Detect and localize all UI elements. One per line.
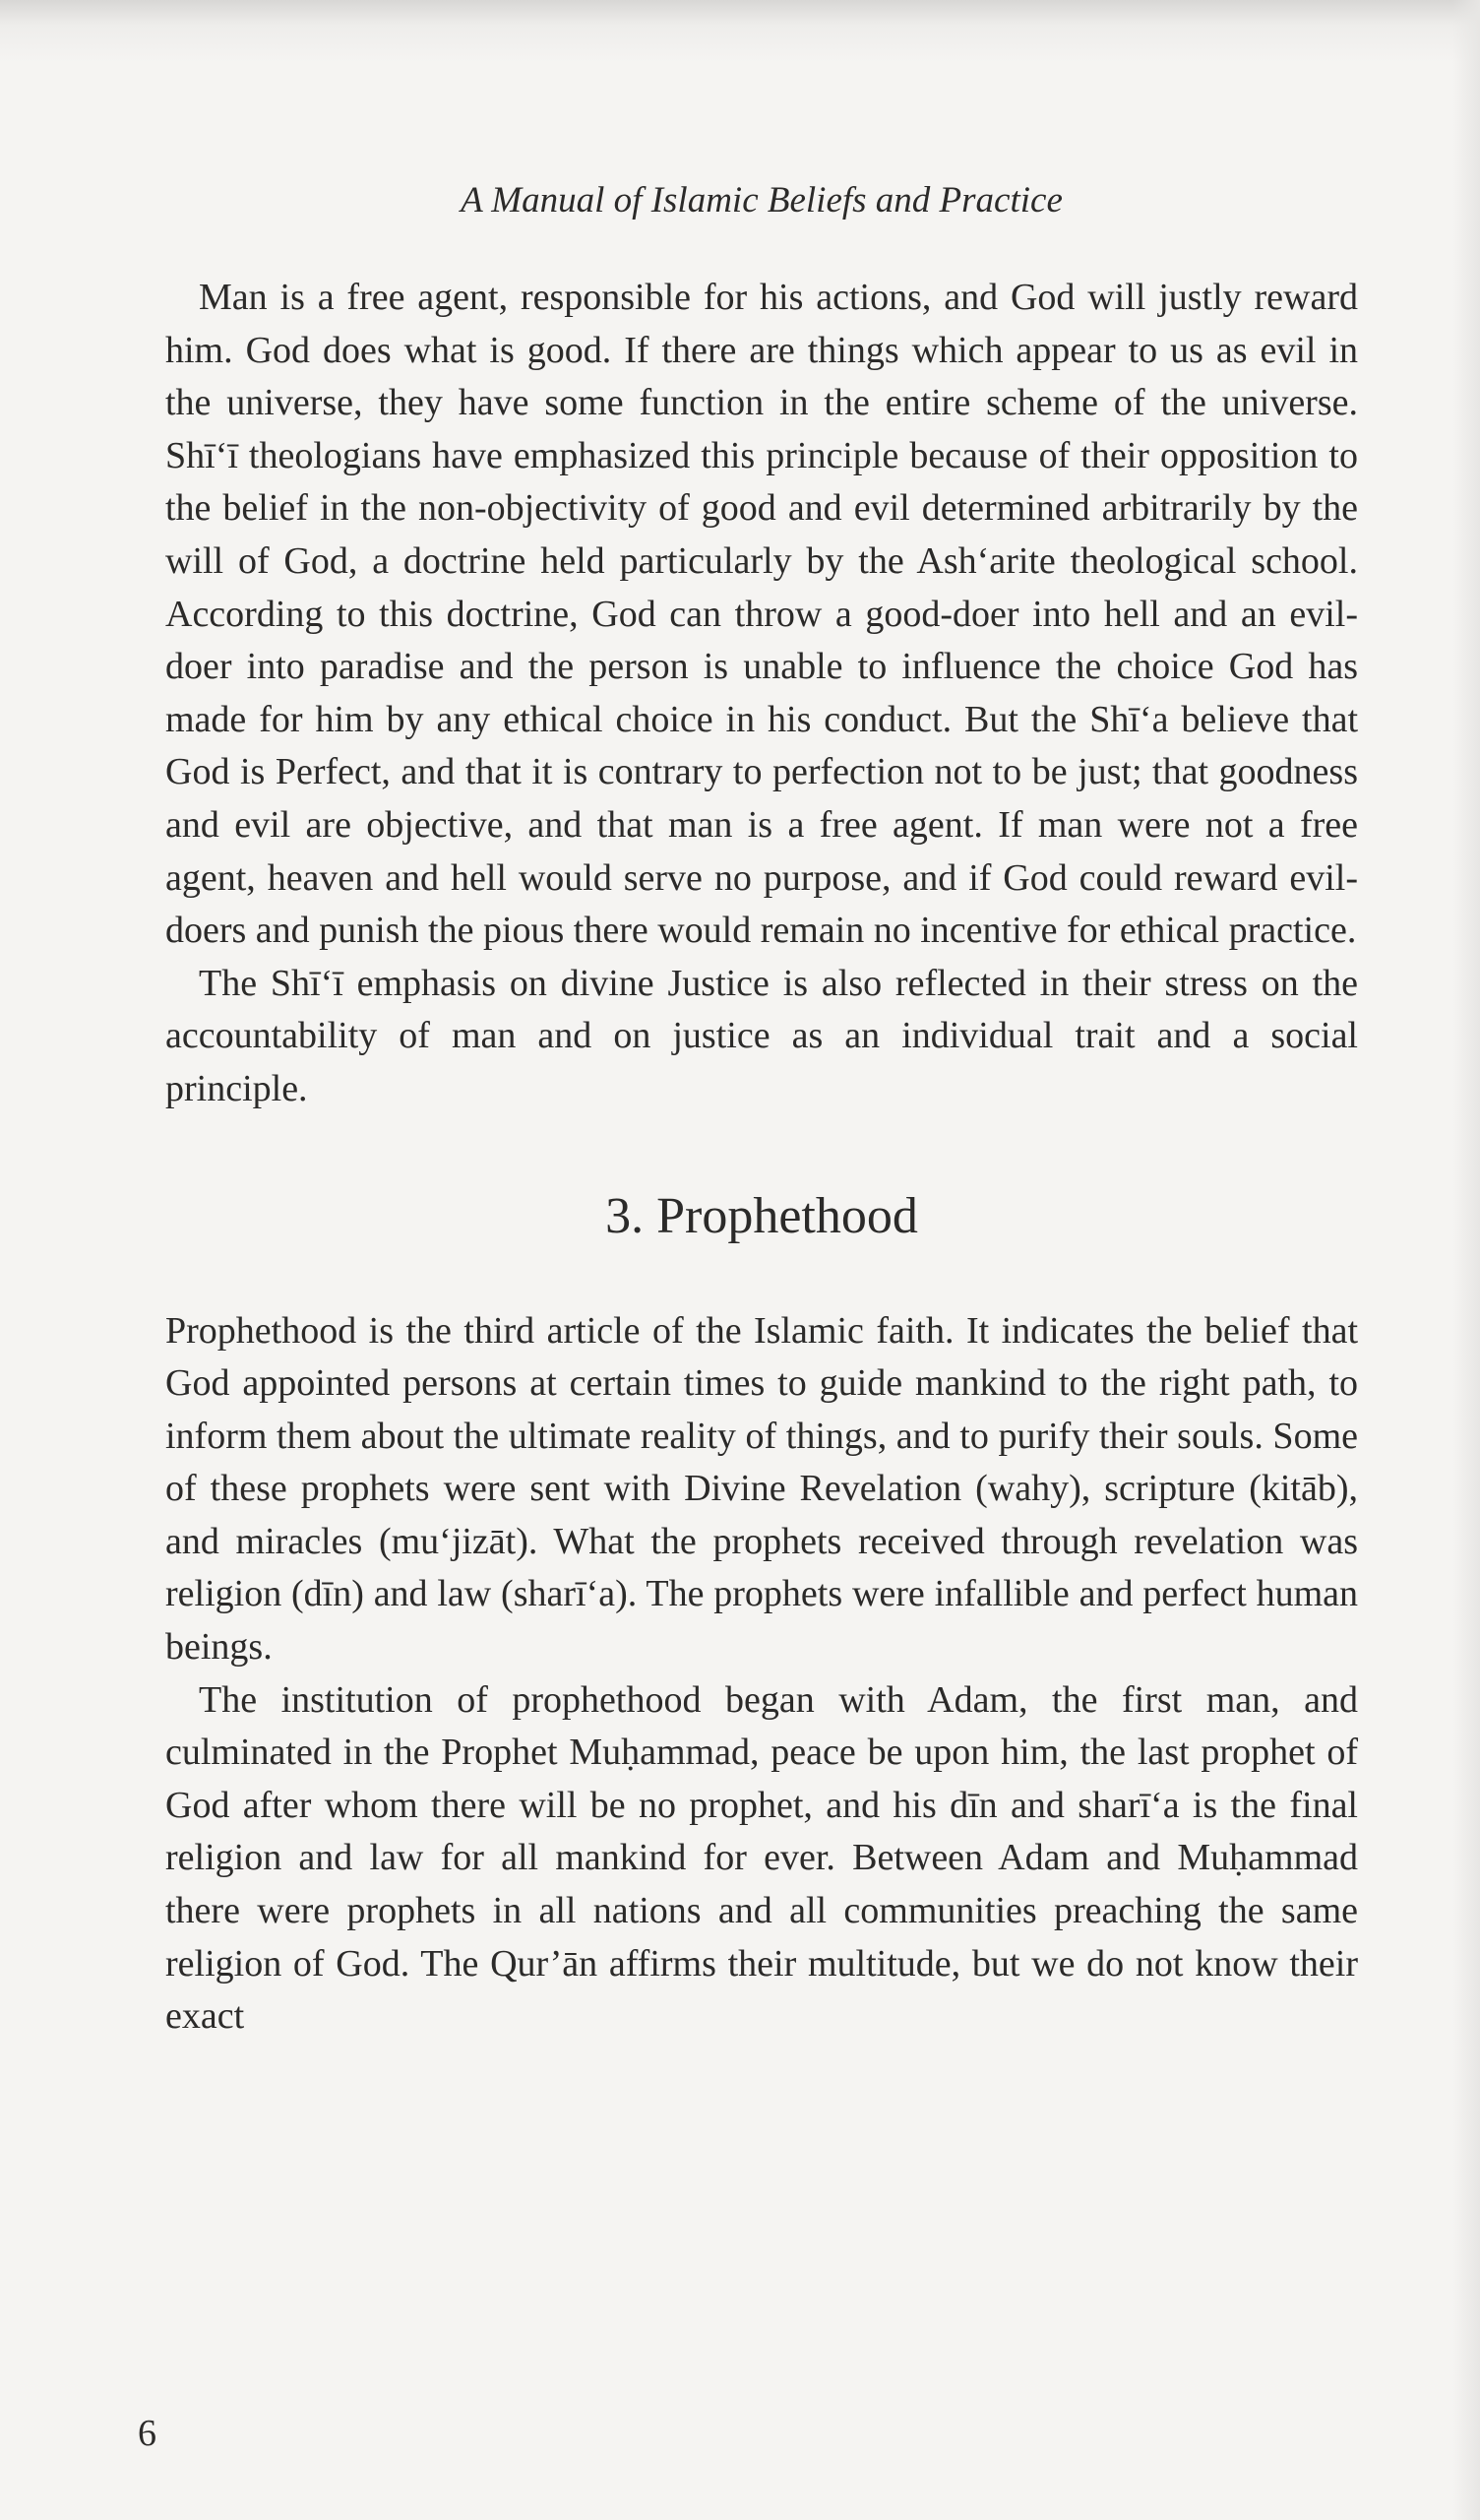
scan-right-shadow [1452,0,1480,2520]
scan-top-shadow [0,0,1480,63]
page-number: 6 [138,2413,156,2454]
body-paragraph-divine-justice: The Shī‘ī emphasis on divine Justice is also reflected in their stress on the accountability of man and on justice as an individual trait and a social principle. [165,962,1358,1109]
book-page [165,177,1358,2044]
body-paragraph-prophethood-intro: Prophethood is the third article of the Islamic faith. It indicates the belief that God appointed persons at certain times to guide mankind to the right path, to inform them about the ultimate reality of things, and to purify their souls. Some of these prophets were sent with Divine Revelation (wahy), scripture (kitāb), and miracles (mu‘jizāt). What the prophets received through revelation was religion (dīn) and law (sharī‘a). The prophets were infallible and perfect human beings. [165,1309,1358,1669]
section-heading-prophethood: 3. Prophethood [605,1187,918,1244]
body-paragraph-institution-of-prophethood: The institution of prophethood began with Adam, the first man, and culminated in the Prophet Muḥammad, peace be upon him, the last prophet of God after whom there will be no prophet, and his dīn and sharī‘a is the final religion and law for all mankind for ever. Between Adam and Muḥammad there were prophets in all nations and all communities preaching the same religion of God. The Qur’ān affirms their multitude, but we do not know their exact [165,1678,1358,2038]
body-paragraph-free-agent: Man is a free agent, responsible for his actions, and God will justly reward him. God does what is good. If there are things which appear to us as evil in the universe, they have some function in the entire scheme of the universe. Shī‘ī theologians have emphasized this principle because of their opposition to the belief in the non-objectivity of good and evil determined arbitrarily by the will of God, a doctrine held particularly by the Ash‘arite theological school. According to this doctrine, God can throw a good-doer into hell and an evil-doer into paradise and the person is unable to influence the choice God has made for him by any ethical choice in his conduct. But the Shī‘a believe that God is Perfect, and that it is contrary to perfection not to be just; that goodness and evil are objective, and that man is a free agent. If man were not a free agent, heaven and hell would serve no purpose, and if God could reward evil-doers and punish the pious there would remain no incentive for ethical practice. [165,277,1358,952]
running-head: A Manual of Islamic Beliefs and Practice [461,180,1063,220]
